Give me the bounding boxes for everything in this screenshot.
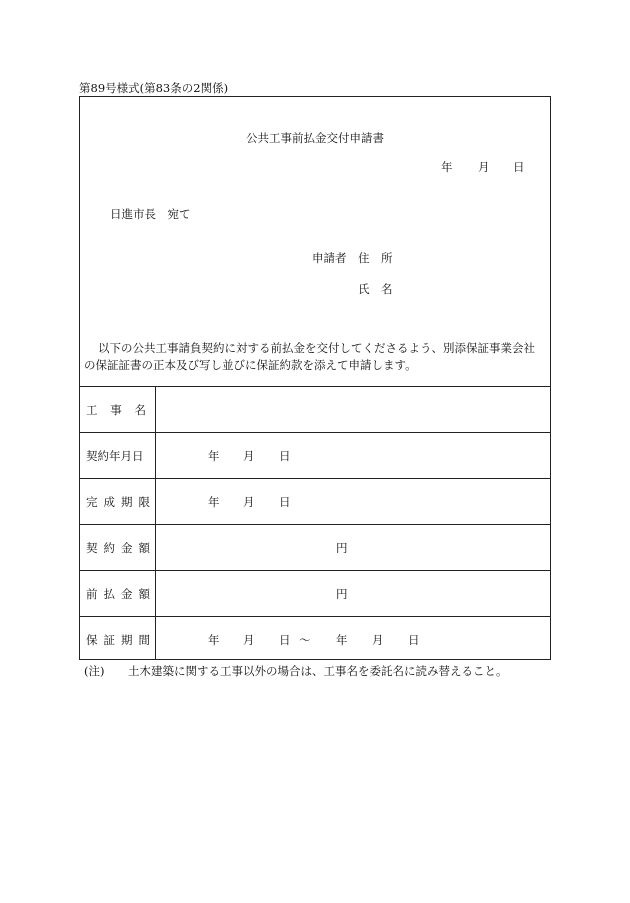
note-label: (注) [84,664,105,678]
table-row-divider [79,616,551,617]
note-text: 土木建築に関する工事以外の場合は、工事名を委託名に読み替えること。 [128,664,508,678]
table-column-divider [155,386,156,660]
advance-amount-yen: 円 [336,587,348,601]
contract-day: 日 [279,449,291,463]
body-text-line2: の保証証書の正本及び写し並びに保証約款を添えて申請します。 [84,358,417,372]
addressee: 日進市長 宛て [110,207,191,221]
table-row-divider [79,432,551,433]
table-top-border [79,386,551,387]
address-label: 住 所 [358,251,393,265]
date-day: 日 [513,160,525,174]
guarantee-start-year: 年 [208,633,220,647]
form-frame [79,96,551,660]
table-row-divider [79,524,551,525]
table-row-divider [79,570,551,571]
guarantee-end-month: 月 [372,633,384,647]
applicant-label: 申請者 [312,251,347,265]
completion-year: 年 [208,495,220,509]
contract-year: 年 [208,449,220,463]
row-contract-date-label: 契約年月日 [86,449,144,463]
name-label: 氏 名 [358,282,393,296]
form-title: 公共工事前払金交付申請書 [246,131,384,145]
table-row-divider [79,478,551,479]
contract-month: 月 [243,449,255,463]
row-construction-name-label: 工 事 名 [86,403,146,417]
row-advance-amount-label: 前 払 金 額 [86,587,150,601]
guarantee-start-day: 日 [279,633,291,647]
form-number: 第89号様式(第83条の2関係) [79,81,229,95]
completion-day: 日 [279,495,291,509]
contract-amount-yen: 円 [336,541,348,555]
guarantee-start-month: 月 [243,633,255,647]
guarantee-end-day: 日 [408,633,420,647]
row-contract-amount-label: 契 約 金 額 [86,541,150,555]
date-year: 年 [441,160,453,174]
guarantee-end-year: 年 [336,633,348,647]
date-month: 月 [478,160,490,174]
completion-month: 月 [243,495,255,509]
row-guarantee-period-label: 保 証 期 間 [86,633,150,647]
row-completion-deadline-label: 完 成 期 限 [86,495,150,509]
guarantee-tilde: ～ [299,633,311,647]
body-text-line1: 以下の公共工事請負契約に対する前払金を交付してくださるよう、別添保証事業会社 [98,341,535,355]
